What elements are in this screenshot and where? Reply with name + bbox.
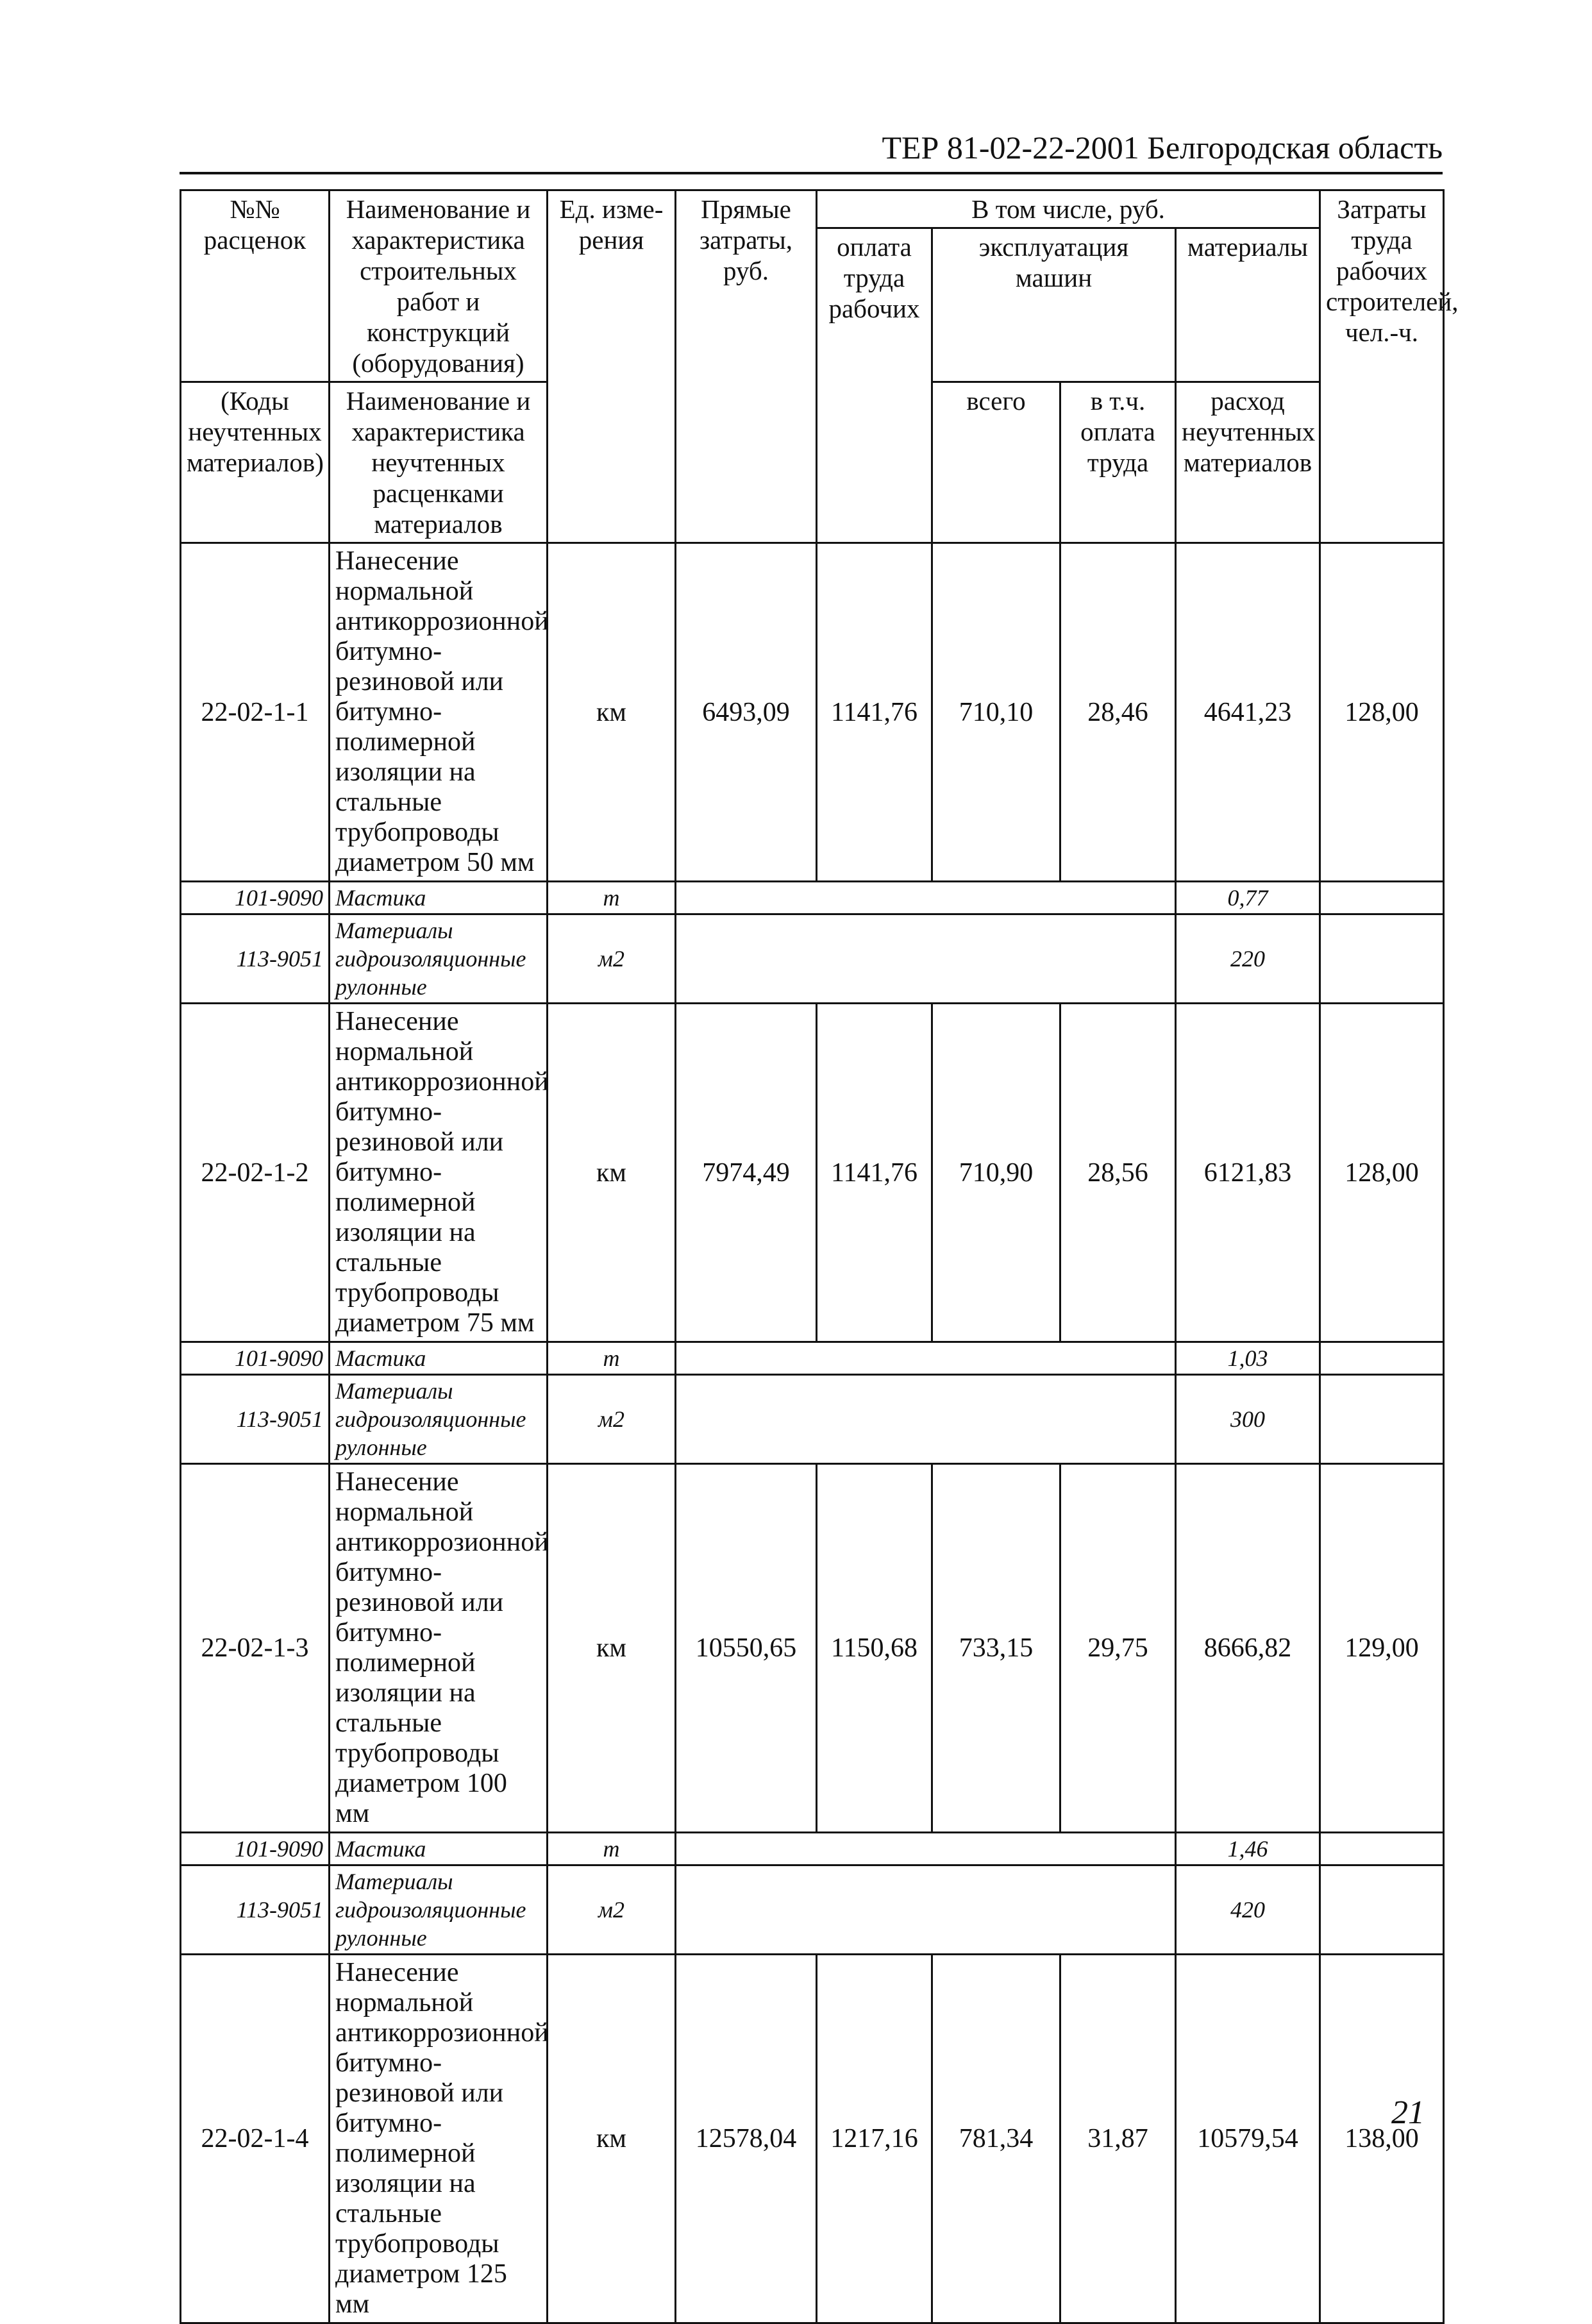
material-blank	[1320, 1342, 1444, 1375]
rate-materials: 8666,82	[1176, 1464, 1320, 1833]
col-labor-hours-header: Затраты труда рабочих строителей, чел.-ч.	[1320, 190, 1444, 543]
col-materials-header: материалы	[1176, 228, 1320, 382]
rate-code: 22-02-1-3	[181, 1464, 330, 1833]
material-spacer	[676, 1375, 1176, 1464]
material-name: Материалы гидроизоляционные рулонные	[330, 1375, 548, 1464]
rate-direct: 6493,09	[676, 543, 817, 882]
col-labor-pay-header: оплата труда рабочих	[817, 228, 932, 543]
page-number: 21	[1391, 2094, 1425, 2131]
material-row	[181, 1865, 1444, 1955]
document-title: ТЕР 81-02-22-2001 Белгородская область	[882, 130, 1443, 165]
rate-name: Нанесение нормальной антикоррозионной битумно-резиновой или битумно-полимерной изоляции на стальные трубопроводы диаметром 125 мм	[330, 1955, 548, 2323]
material-unit: м2	[548, 1375, 676, 1464]
material-name: Мастика	[330, 1342, 548, 1375]
rate-materials: 6121,83	[1176, 1004, 1320, 1342]
rate-labor-hours: 129,00	[1320, 1464, 1444, 1833]
rate-mach-total: 733,15	[932, 1464, 1060, 1833]
col-sub-code-header: (Коды неучтенных материалов)	[181, 382, 330, 543]
col-code-header: №№ расценок	[181, 190, 330, 382]
material-blank	[1320, 1865, 1444, 1955]
material-row	[181, 914, 1444, 1004]
rate-code: 22-02-1-1	[181, 543, 330, 882]
material-qty: 0,77	[1176, 882, 1320, 914]
material-name: Мастика	[330, 1833, 548, 1865]
rate-mach-labor: 29,75	[1060, 1464, 1176, 1833]
material-spacer	[676, 1342, 1176, 1375]
table-row	[181, 1464, 1444, 1833]
rate-mach-labor: 28,46	[1060, 543, 1176, 882]
rate-direct: 7974,49	[676, 1004, 817, 1342]
rate-labor-pay: 1150,68	[817, 1464, 932, 1833]
rate-direct: 10550,65	[676, 1464, 817, 1833]
material-blank	[1320, 882, 1444, 914]
material-unit: т	[548, 882, 676, 914]
rate-unit: км	[548, 1955, 676, 2323]
material-qty: 1,46	[1176, 1833, 1320, 1865]
material-row	[181, 1833, 1444, 1865]
rate-mach-total: 710,90	[932, 1004, 1060, 1342]
rate-name: Нанесение нормальной антикоррозионной битумно-резиновой или битумно-полимерной изоляции на стальные трубопроводы диаметром 100 мм	[330, 1464, 548, 1833]
rate-materials: 10579,54	[1176, 1955, 1320, 2323]
rate-labor-hours: 138,00	[1320, 1955, 1444, 2323]
col-mach-labor-header: в т.ч. оплата труда	[1060, 382, 1176, 543]
rate-unit: км	[548, 1464, 676, 1833]
col-sub-name-header: Наименование и характеристика неучтенных расценками материалов	[330, 382, 548, 543]
material-blank	[1320, 1375, 1444, 1464]
rate-unit: км	[548, 1004, 676, 1342]
col-mat-use-header: расход неучтенных материалов	[1176, 382, 1320, 543]
rate-mach-total: 710,10	[932, 543, 1060, 882]
material-unit: т	[548, 1833, 676, 1865]
rate-mach-total: 781,34	[932, 1955, 1060, 2323]
rate-code: 22-02-1-4	[181, 1955, 330, 2323]
material-spacer	[676, 1833, 1176, 1865]
rate-labor-pay: 1141,76	[817, 543, 932, 882]
material-unit: т	[548, 1342, 676, 1375]
rate-labor-hours: 128,00	[1320, 1004, 1444, 1342]
col-unit-header: Ед. изме-рения	[548, 190, 676, 543]
material-spacer	[676, 914, 1176, 1004]
rate-labor-hours: 128,00	[1320, 543, 1444, 882]
material-code: 113-9051	[181, 1865, 330, 1955]
rate-code: 22-02-1-2	[181, 1004, 330, 1342]
rate-labor-pay: 1217,16	[817, 1955, 932, 2323]
rate-mach-labor: 28,56	[1060, 1004, 1176, 1342]
document-header	[180, 128, 1443, 174]
material-name: Материалы гидроизоляционные рулонные	[330, 914, 548, 1004]
material-code: 101-9090	[181, 1833, 330, 1865]
rate-direct: 12578,04	[676, 1955, 817, 2323]
table-row	[181, 1955, 1444, 2323]
rates-table	[180, 189, 1459, 2324]
col-machines-header: эксплуатация машин	[932, 228, 1176, 382]
table-row	[181, 1004, 1444, 1342]
col-mach-total-header: всего	[932, 382, 1060, 543]
material-unit: м2	[548, 1865, 676, 1955]
material-unit: м2	[548, 914, 676, 1004]
material-spacer	[676, 1865, 1176, 1955]
material-blank	[1320, 914, 1444, 1004]
material-qty: 1,03	[1176, 1342, 1320, 1375]
rate-name: Нанесение нормальной антикоррозионной битумно-резиновой или битумно-полимерной изоляции на стальные трубопроводы диаметром 75 мм	[330, 1004, 548, 1342]
col-name-header: Наименование и характеристика строительных работ и конструкций (оборудования)	[330, 190, 548, 382]
col-direct-header: Прямые затраты, руб.	[676, 190, 817, 543]
rate-unit: км	[548, 543, 676, 882]
rate-mach-labor: 31,87	[1060, 1955, 1176, 2323]
material-code: 113-9051	[181, 914, 330, 1004]
rate-labor-pay: 1141,76	[817, 1004, 932, 1342]
material-qty: 220	[1176, 914, 1320, 1004]
material-code: 101-9090	[181, 882, 330, 914]
material-spacer	[676, 882, 1176, 914]
material-qty: 420	[1176, 1865, 1320, 1955]
rate-name: Нанесение нормальной антикоррозионной битумно-резиновой или битумно-полимерной изоляции на стальные трубопроводы диаметром 50 мм	[330, 543, 548, 882]
table-row	[181, 543, 1444, 882]
material-row	[181, 882, 1444, 914]
material-row	[181, 1375, 1444, 1464]
header-row-1	[181, 190, 1444, 228]
material-name: Материалы гидроизоляционные рулонные	[330, 1865, 548, 1955]
rate-materials: 4641,23	[1176, 543, 1320, 882]
material-row	[181, 1342, 1444, 1375]
material-code: 113-9051	[181, 1375, 330, 1464]
material-qty: 300	[1176, 1375, 1320, 1464]
material-name: Мастика	[330, 882, 548, 914]
material-blank	[1320, 1833, 1444, 1865]
col-incl-header: В том числе, руб.	[817, 190, 1320, 228]
material-code: 101-9090	[181, 1342, 330, 1375]
